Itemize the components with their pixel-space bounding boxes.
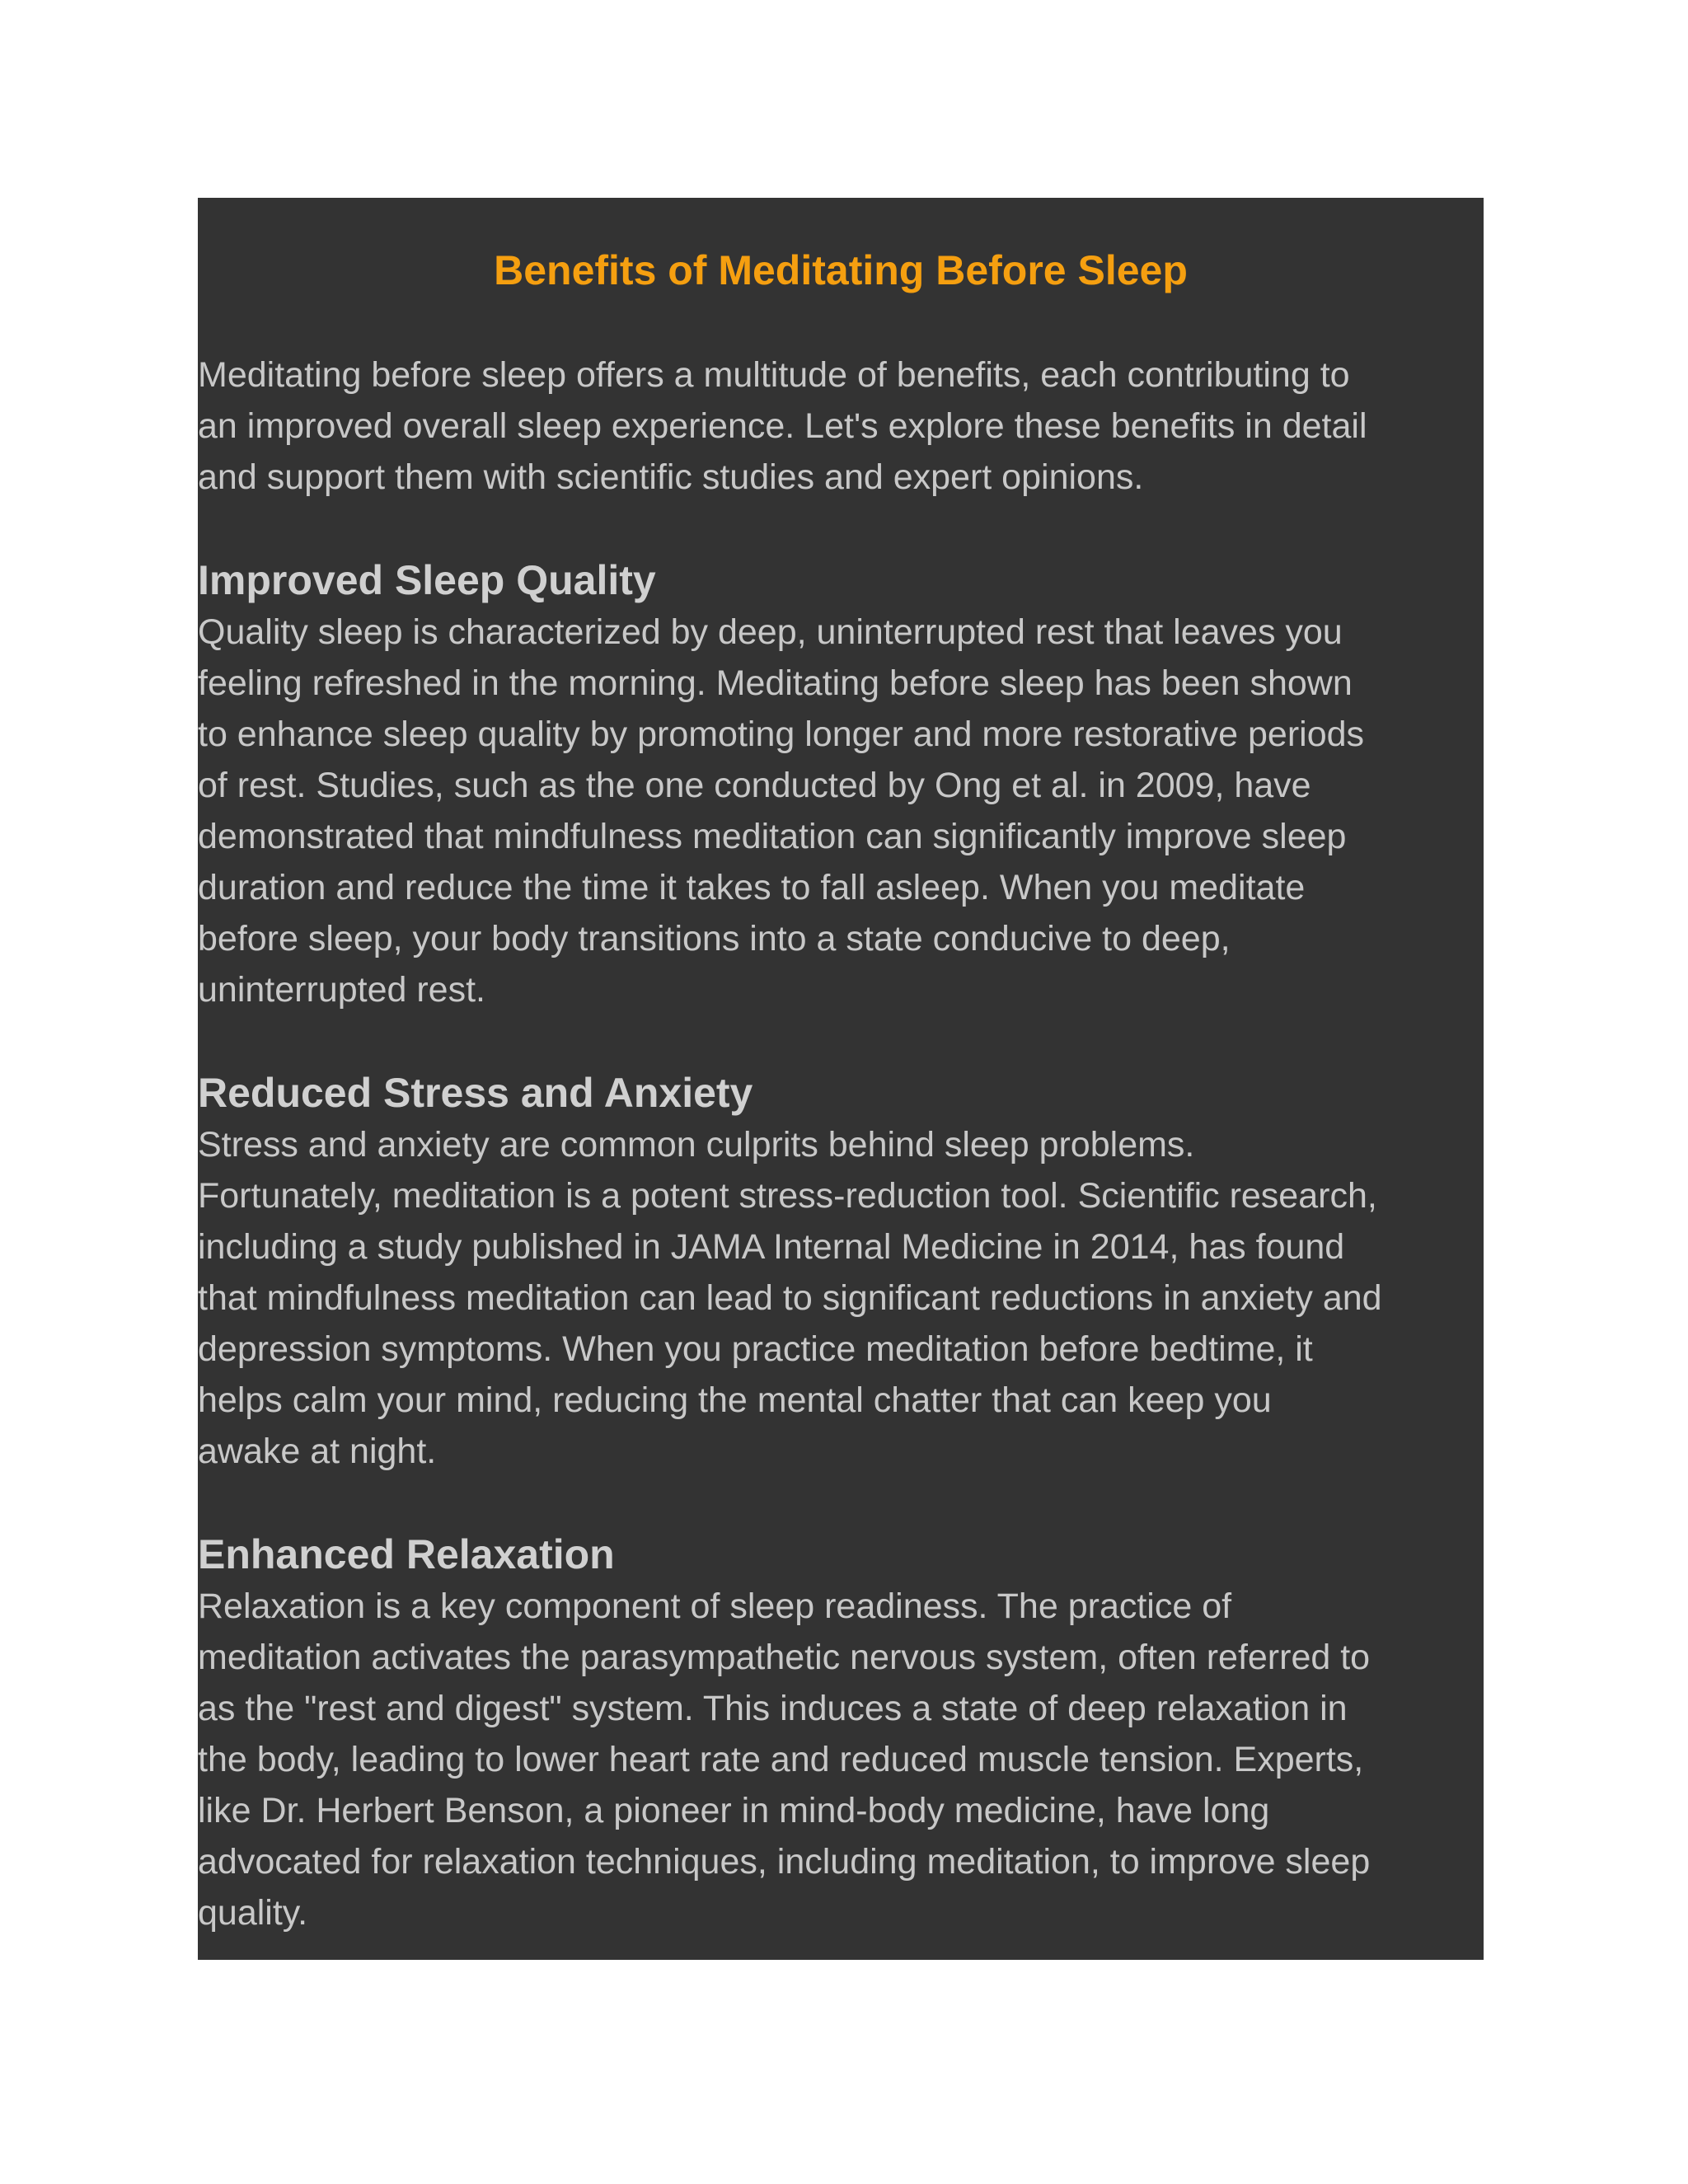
section-heading: Improved Sleep Quality — [198, 557, 656, 603]
section-heading: Reduced Stress and Anxiety — [198, 1070, 753, 1116]
section-body: Quality sleep is characterized by deep, uninterrupted rest that leaves you feeling refreshed in the morning. Meditating before sleep has been shown to enhance sleep quality by promoting longer and more restorative periods of rest. Studies, such as the one conducted by Ong et al. in 2009, have demonstrated that mindfulness meditation can significantly improve sleep duration and reduce the time it takes to fall asleep. When you meditate before sleep, your body transitions into a state conducive to deep, uninterrupted rest. — [198, 612, 1365, 1010]
page-title: Benefits of Meditating Before Sleep — [494, 247, 1188, 293]
section-body: Relaxation is a key component of sleep readiness. The practice of meditation activates the parasympathetic nervous system, often referred to as the "rest and digest" system. This induces a state of deep relaxation in the body, leading to lower heart rate and reduced muscle tension. Experts, like Dr. Herbert Benson, a pioneer in mind-body medicine, have long advocated for relaxation techniques, including meditation, to improve sleep quality. — [198, 1586, 1371, 1933]
section-improved-sleep-quality — [198, 554, 1484, 1015]
article-panel — [198, 198, 1484, 1960]
section-body: Stress and anxiety are common culprits behind sleep problems. Fortunately, meditation is a potent stress-reduction tool. Scientific research, including a study published in JAMA Internal Medicine in 2014, has found that mindfulness meditation can lead to significant reductions in anxiety and depression symptoms. When you practice meditation before bedtime, it helps calm your mind, reducing the mental chatter that can keep you awake at night. — [198, 1125, 1382, 1471]
section-enhanced-relaxation — [198, 1528, 1484, 1938]
section-heading: Enhanced Relaxation — [198, 1531, 615, 1577]
section-reduced-stress-anxiety — [198, 1066, 1484, 1477]
intro-paragraph: Meditating before sleep offers a multitude of benefits, each contributing to an improved overall sleep experience. Let's explore these benefits in detail and support them with scientific studies and expert opinions. — [198, 355, 1367, 497]
